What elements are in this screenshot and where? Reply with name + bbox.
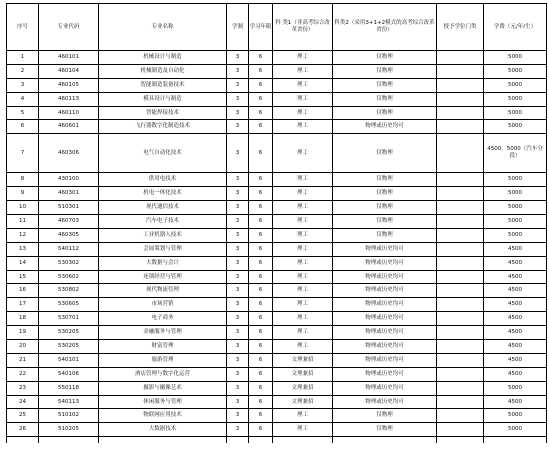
table-row xyxy=(7,298,547,312)
table-row xyxy=(7,395,547,409)
table-row xyxy=(7,120,547,134)
table-row xyxy=(7,353,547,367)
cell-subject2: 仅物理 xyxy=(333,92,437,106)
cell-subject2: 仅物理 xyxy=(333,106,437,120)
cell-years: 6 xyxy=(249,367,273,381)
cell-code: 530605 xyxy=(39,298,99,312)
cell-degree xyxy=(437,395,484,409)
cell-name: 连锁经营与管理 xyxy=(99,270,227,284)
cell-subject1: 理工 xyxy=(273,256,333,270)
cell-seq: 26 xyxy=(7,423,39,437)
cell-degree xyxy=(437,256,484,270)
cell-code: 530602 xyxy=(39,270,99,284)
cell-name: 汽车电子技术 xyxy=(99,215,227,229)
cell-degree xyxy=(437,187,484,201)
cell-seq: 3 xyxy=(7,78,39,92)
table-row xyxy=(7,134,547,173)
cell-name: 大数据与会计 xyxy=(99,256,227,270)
cell-code: 540112 xyxy=(39,242,99,256)
header-code: 专业代码 xyxy=(39,4,99,51)
cell-code: 530205 xyxy=(39,340,99,354)
cell-subject1: 理工 xyxy=(273,201,333,215)
cell-seq: 22 xyxy=(7,367,39,381)
cell-fee: 4500 xyxy=(484,242,547,256)
cell-subject1: 理工 xyxy=(273,298,333,312)
cell-degree xyxy=(437,92,484,106)
cell-cutoff xyxy=(484,437,547,443)
cell-subject2: 仅物理 xyxy=(333,134,437,173)
cell-years: 6 xyxy=(249,340,273,354)
cell-code: 460306 xyxy=(39,134,99,173)
header-years: 学习年限 xyxy=(249,4,273,51)
cell-system: 3 xyxy=(227,134,249,173)
cell-subject2: 物理或历史均可 xyxy=(333,256,437,270)
cell-subject1: 理工 xyxy=(273,284,333,298)
cell-subject1: 理工 xyxy=(273,51,333,65)
cell-subject2: 仅物理 xyxy=(333,78,437,92)
cell-system: 3 xyxy=(227,51,249,65)
table-row xyxy=(7,92,547,106)
cell-cutoff xyxy=(273,437,333,443)
cell-fee: 5000 xyxy=(484,173,547,187)
cell-years: 6 xyxy=(249,51,273,65)
cell-name: 供用电技术 xyxy=(99,173,227,187)
cell-subject1: 理工 xyxy=(273,134,333,173)
table-row xyxy=(7,201,547,215)
table-row xyxy=(7,256,547,270)
cell-system: 3 xyxy=(227,64,249,78)
cell-fee: 5000 xyxy=(484,64,547,78)
cell-system: 3 xyxy=(227,284,249,298)
cell-years: 6 xyxy=(249,201,273,215)
cell-code: 460301 xyxy=(39,187,99,201)
cell-cutoff xyxy=(227,437,249,443)
cell-subject1: 理工 xyxy=(273,215,333,229)
cell-name: 电子商务 xyxy=(99,312,227,326)
cell-subject1: 理工 xyxy=(273,242,333,256)
cell-degree xyxy=(437,423,484,437)
cell-seq: 6 xyxy=(7,120,39,134)
cell-system: 3 xyxy=(227,326,249,340)
cell-years: 6 xyxy=(249,381,273,395)
cell-name: 摄影与摄像艺术 xyxy=(99,381,227,395)
table-row xyxy=(7,187,547,201)
cell-fee: 5000 xyxy=(484,92,547,106)
cell-seq: 19 xyxy=(7,326,39,340)
major-table xyxy=(6,3,547,443)
cell-subject2: 物理或历史均可 xyxy=(333,298,437,312)
cell-name: 飞行器数字化制造技术 xyxy=(99,120,227,134)
cell-fee: 4500 xyxy=(484,298,547,312)
cell-years: 6 xyxy=(249,284,273,298)
cell-fee: 5000 xyxy=(484,106,547,120)
cell-years: 6 xyxy=(249,228,273,242)
cell-code: 510205 xyxy=(39,423,99,437)
cell-code: 460703 xyxy=(39,215,99,229)
table-row xyxy=(7,242,547,256)
cell-degree xyxy=(437,242,484,256)
cell-fee: 5000 xyxy=(484,201,547,215)
table-row xyxy=(7,64,547,78)
cell-years: 6 xyxy=(249,78,273,92)
table-row xyxy=(7,340,547,354)
cell-years: 6 xyxy=(249,270,273,284)
cell-fee: 4500 xyxy=(484,340,547,354)
cell-degree xyxy=(437,284,484,298)
table-row xyxy=(7,270,547,284)
cell-seq: 5 xyxy=(7,106,39,120)
cell-system: 3 xyxy=(227,242,249,256)
cell-subject2: 物理或历史均可 xyxy=(333,242,437,256)
cell-fee: 5000 xyxy=(484,423,547,437)
cell-name: 现代物流管理 xyxy=(99,284,227,298)
cell-code: 460113 xyxy=(39,92,99,106)
cell-fee: 5000 xyxy=(484,215,547,229)
header-name: 专业名称 xyxy=(99,4,227,51)
cell-system: 3 xyxy=(227,92,249,106)
cell-fee: 4500 xyxy=(484,270,547,284)
cell-fee: 5000 xyxy=(484,381,547,395)
cell-cutoff xyxy=(99,437,227,443)
cell-name: 工业机器人技术 xyxy=(99,228,227,242)
cell-years: 6 xyxy=(249,134,273,173)
cell-system: 3 xyxy=(227,173,249,187)
cell-degree xyxy=(437,340,484,354)
cell-fee: 4500，5000（汽车分段） xyxy=(484,134,547,173)
cell-subject2: 仅物理 xyxy=(333,187,437,201)
cell-subject2: 物理或历史均可 xyxy=(333,312,437,326)
cell-code: 540106 xyxy=(39,367,99,381)
cell-system: 3 xyxy=(227,340,249,354)
table-row xyxy=(7,215,547,229)
cell-years: 6 xyxy=(249,64,273,78)
cell-subject2: 物理或历史均可 xyxy=(333,270,437,284)
header-degree: 授予学位门类 xyxy=(437,4,484,51)
cell-seq: 12 xyxy=(7,228,39,242)
cell-fee: 5000 xyxy=(484,78,547,92)
table-row xyxy=(7,367,547,381)
cell-years: 6 xyxy=(249,256,273,270)
cell-subject2: 仅物理 xyxy=(333,228,437,242)
cell-system: 3 xyxy=(227,312,249,326)
cell-degree xyxy=(437,312,484,326)
cell-name: 旅游管理 xyxy=(99,353,227,367)
cell-subject1: 理工 xyxy=(273,120,333,134)
cell-seq: 23 xyxy=(7,381,39,395)
table-row xyxy=(7,312,547,326)
cell-fee: 5000 xyxy=(484,228,547,242)
cell-seq: 1 xyxy=(7,51,39,65)
cell-seq: 2 xyxy=(7,64,39,78)
table-row-cutoff xyxy=(7,437,547,443)
cell-seq: 14 xyxy=(7,256,39,270)
cell-subject2: 物理或历史均可 xyxy=(333,367,437,381)
cell-fee: 5000 xyxy=(484,120,547,134)
cell-fee: 4500 xyxy=(484,367,547,381)
cell-subject2: 仅物理 xyxy=(333,64,437,78)
cell-system: 3 xyxy=(227,270,249,284)
cell-seq: 18 xyxy=(7,312,39,326)
cell-code: 460104 xyxy=(39,64,99,78)
cell-seq: 21 xyxy=(7,353,39,367)
cell-subject1: 理工 xyxy=(273,270,333,284)
cell-subject1: 理工 xyxy=(273,64,333,78)
cell-name: 机械制造及自动化 xyxy=(99,64,227,78)
cell-degree xyxy=(437,120,484,134)
cell-subject2: 物理或历史均可 xyxy=(333,353,437,367)
cell-cutoff xyxy=(437,437,484,443)
cell-seq: 17 xyxy=(7,298,39,312)
cell-degree xyxy=(437,173,484,187)
cell-name: 模具设计与制造 xyxy=(99,92,227,106)
table-row xyxy=(7,409,547,423)
cell-system: 3 xyxy=(227,106,249,120)
enrollment-table-sheet xyxy=(6,3,547,443)
cell-code: 510301 xyxy=(39,201,99,215)
table-row xyxy=(7,284,547,298)
cell-degree xyxy=(437,353,484,367)
cell-years: 6 xyxy=(249,187,273,201)
cell-system: 3 xyxy=(227,298,249,312)
table-row xyxy=(7,423,547,437)
cell-degree xyxy=(437,78,484,92)
cell-subject1: 理工 xyxy=(273,187,333,201)
cell-degree xyxy=(437,381,484,395)
cell-seq: 20 xyxy=(7,340,39,354)
table-row xyxy=(7,381,547,395)
cell-subject2: 仅物理 xyxy=(333,215,437,229)
cell-seq: 16 xyxy=(7,284,39,298)
cell-name: 机械设计与制造 xyxy=(99,51,227,65)
cell-years: 6 xyxy=(249,409,273,423)
header-system: 学制 xyxy=(227,4,249,51)
cell-name: 智能焊接技术 xyxy=(99,106,227,120)
cell-subject2: 仅物理 xyxy=(333,409,437,423)
cell-name: 酒店管理与数字化运营 xyxy=(99,367,227,381)
cell-cutoff xyxy=(333,437,437,443)
cell-name: 物联网应用技术 xyxy=(99,409,227,423)
cell-system: 3 xyxy=(227,367,249,381)
cell-name: 休闲服务与管理 xyxy=(99,395,227,409)
cell-subject1: 理工 xyxy=(273,92,333,106)
cell-years: 6 xyxy=(249,312,273,326)
cell-fee: 4500 xyxy=(484,312,547,326)
cell-fee: 5000 xyxy=(484,51,547,65)
cell-system: 3 xyxy=(227,423,249,437)
table-row xyxy=(7,51,547,65)
cell-name: 市场营销 xyxy=(99,298,227,312)
cell-years: 6 xyxy=(249,173,273,187)
cell-subject1: 理工 xyxy=(273,326,333,340)
cell-years: 6 xyxy=(249,423,273,437)
cell-code: 530701 xyxy=(39,312,99,326)
cell-system: 3 xyxy=(227,187,249,201)
cell-system: 3 xyxy=(227,381,249,395)
cell-subject2: 仅物理 xyxy=(333,173,437,187)
cell-subject2: 物理或历史均可 xyxy=(333,120,437,134)
table-row xyxy=(7,78,547,92)
cell-subject1: 理工 xyxy=(273,312,333,326)
cell-years: 6 xyxy=(249,106,273,120)
cell-seq: 11 xyxy=(7,215,39,229)
cell-degree xyxy=(437,326,484,340)
cell-years: 6 xyxy=(249,120,273,134)
cell-code: 460105 xyxy=(39,78,99,92)
cell-seq: 4 xyxy=(7,92,39,106)
cell-years: 6 xyxy=(249,326,273,340)
cell-name: 现代通信技术 xyxy=(99,201,227,215)
header-seq: 序号 xyxy=(7,4,39,51)
cell-subject2: 物理或历史均可 xyxy=(333,340,437,354)
cell-fee: 4500 xyxy=(484,284,547,298)
cell-subject1: 理工 xyxy=(273,423,333,437)
cell-seq: 9 xyxy=(7,187,39,201)
cell-degree xyxy=(437,215,484,229)
cell-subject1: 文理兼招 xyxy=(273,395,333,409)
cell-subject1: 理工 xyxy=(273,228,333,242)
cell-years: 6 xyxy=(249,242,273,256)
cell-name: 财富管理 xyxy=(99,340,227,354)
cell-subject1: 理工 xyxy=(273,78,333,92)
cell-seq: 15 xyxy=(7,270,39,284)
table-row xyxy=(7,106,547,120)
cell-cutoff xyxy=(249,437,273,443)
cell-subject1: 文理兼招 xyxy=(273,367,333,381)
cell-code: 530205 xyxy=(39,326,99,340)
cell-cutoff xyxy=(39,437,99,443)
cell-subject2: 物理或历史均可 xyxy=(333,326,437,340)
cell-degree xyxy=(437,298,484,312)
cell-fee: 4500 xyxy=(484,256,547,270)
cell-code: 550118 xyxy=(39,381,99,395)
cell-degree xyxy=(437,367,484,381)
cell-code: 540113 xyxy=(39,395,99,409)
cell-subject2: 仅物理 xyxy=(333,51,437,65)
table-header-row xyxy=(7,4,547,51)
cell-subject1: 文理兼招 xyxy=(273,353,333,367)
cell-years: 6 xyxy=(249,92,273,106)
cell-name: 机电一体化技术 xyxy=(99,187,227,201)
header-subject1: 科 类1（非高考综合改革省份） xyxy=(273,4,333,51)
cell-years: 6 xyxy=(249,395,273,409)
cell-code: 530302 xyxy=(39,256,99,270)
cell-code: 460110 xyxy=(39,106,99,120)
cell-subject1: 文理兼招 xyxy=(273,381,333,395)
cell-cutoff xyxy=(7,437,39,443)
cell-fee: 5000 xyxy=(484,409,547,423)
cell-name: 大数据技术 xyxy=(99,423,227,437)
cell-seq: 7 xyxy=(7,134,39,173)
cell-degree xyxy=(437,64,484,78)
table-row xyxy=(7,228,547,242)
cell-seq: 25 xyxy=(7,409,39,423)
cell-subject1: 理工 xyxy=(273,173,333,187)
cell-fee: 4500 xyxy=(484,395,547,409)
cell-subject1: 理工 xyxy=(273,106,333,120)
cell-degree xyxy=(437,409,484,423)
cell-name: 智能制造装备技术 xyxy=(99,78,227,92)
cell-seq: 24 xyxy=(7,395,39,409)
header-fee: 学费（元/年/生） xyxy=(484,4,547,51)
cell-seq: 8 xyxy=(7,173,39,187)
cell-system: 3 xyxy=(227,215,249,229)
cell-subject2: 仅物理 xyxy=(333,423,437,437)
cell-degree xyxy=(437,270,484,284)
cell-code: 530802 xyxy=(39,284,99,298)
cell-system: 3 xyxy=(227,228,249,242)
cell-system: 3 xyxy=(227,120,249,134)
cell-degree xyxy=(437,51,484,65)
cell-degree xyxy=(437,201,484,215)
cell-fee: 4500 xyxy=(484,326,547,340)
cell-subject2: 仅物理 xyxy=(333,201,437,215)
cell-code: 540101 xyxy=(39,353,99,367)
cell-subject1: 理工 xyxy=(273,340,333,354)
cell-system: 3 xyxy=(227,201,249,215)
cell-system: 3 xyxy=(227,256,249,270)
cell-years: 6 xyxy=(249,298,273,312)
cell-degree xyxy=(437,106,484,120)
cell-code: 460101 xyxy=(39,51,99,65)
cell-code: 460305 xyxy=(39,228,99,242)
cell-code: 460601 xyxy=(39,120,99,134)
table-row xyxy=(7,326,547,340)
cell-subject1: 理工 xyxy=(273,409,333,423)
cell-degree xyxy=(437,134,484,173)
cell-years: 6 xyxy=(249,353,273,367)
cell-system: 3 xyxy=(227,395,249,409)
cell-subject2: 物理或历史均可 xyxy=(333,284,437,298)
cell-degree xyxy=(437,228,484,242)
cell-name: 金融服务与管理 xyxy=(99,326,227,340)
cell-code: 430100 xyxy=(39,173,99,187)
cell-subject2: 物理或历史均可 xyxy=(333,395,437,409)
cell-system: 3 xyxy=(227,353,249,367)
cell-name: 会展策划与管理 xyxy=(99,242,227,256)
cell-years: 6 xyxy=(249,215,273,229)
header-subject2: 科类2（采用3+1+2模式的高考综合改革省份） xyxy=(333,4,437,51)
cell-subject2: 物理或历史均可 xyxy=(333,381,437,395)
cell-code: 510102 xyxy=(39,409,99,423)
table-row xyxy=(7,173,547,187)
cell-seq: 13 xyxy=(7,242,39,256)
cell-fee: 5000 xyxy=(484,187,547,201)
cell-seq: 10 xyxy=(7,201,39,215)
cell-fee: 4500 xyxy=(484,353,547,367)
cell-system: 3 xyxy=(227,78,249,92)
cell-name: 电气自动化技术 xyxy=(99,134,227,173)
cell-system: 3 xyxy=(227,409,249,423)
